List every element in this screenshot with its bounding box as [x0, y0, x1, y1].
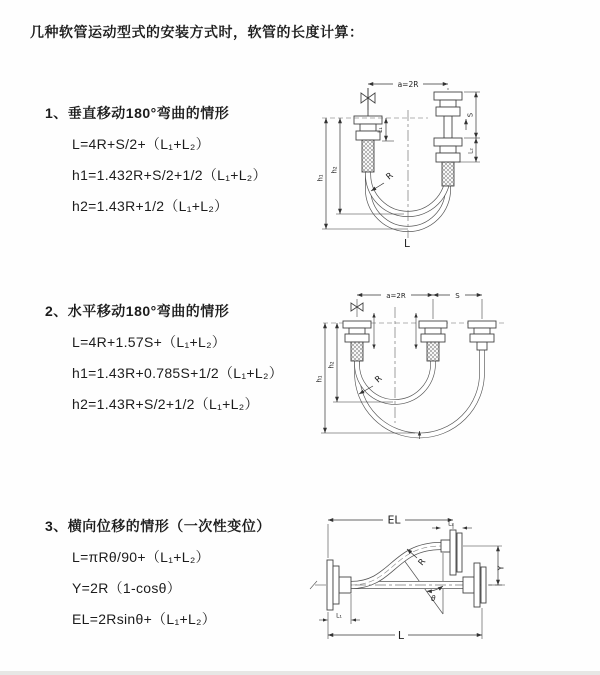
- section-2-heading: 2、水平移动180°弯曲的情形: [45, 303, 230, 319]
- formula-line: L=4R+S/2+（L₁+L₂）: [72, 136, 210, 152]
- hose-curves: [357, 350, 482, 436]
- dim-label-theta: θ: [431, 594, 436, 603]
- dim-label-l1: L₁: [336, 612, 342, 620]
- dim-label-r: R: [416, 556, 429, 568]
- section-horizontal-bend: [45, 301, 283, 414]
- section-3-heading: 3、横向位移的情形（一次性变位）: [45, 518, 271, 534]
- formula-line: h1=1.432R+S/2+1/2（L₁+L₂）: [72, 167, 267, 183]
- dim-label-r: R: [384, 170, 396, 183]
- dim-label-s: S: [466, 112, 475, 118]
- dim-label-h2: h₂: [327, 361, 336, 369]
- dim-label-h1: h₁: [315, 375, 324, 383]
- section-1-heading: 1、垂直移动180°弯曲的情形: [45, 105, 230, 121]
- left-flange-fitting: [354, 116, 382, 172]
- formula-line: h2=1.43R+S/2+1/2（L₁+L₂）: [72, 396, 259, 412]
- dim-l1: [319, 594, 360, 624]
- displaced-flange-fitting: [441, 530, 462, 575]
- diagram-lateral-displacement: [295, 498, 595, 663]
- formula-line: L=4R+1.57S+（L₁+L₂）: [72, 334, 227, 350]
- dim-label-l2: L₂: [448, 520, 454, 528]
- diagram-horizontal-180-bend: [295, 283, 595, 463]
- dim-label-h1: h₁: [316, 174, 325, 182]
- dim-label-a2r: a=2R: [386, 292, 406, 300]
- dim-label-l: L: [404, 238, 410, 250]
- dim-label-a2r: a=2R: [397, 80, 419, 89]
- middle-flange-fitting: [419, 321, 447, 361]
- formula-line: h2=1.43R+1/2（L₁+L₂）: [72, 198, 229, 214]
- dim-label-l1: L₁: [377, 127, 384, 133]
- section-lateral-offset: [45, 516, 271, 629]
- formula-line: h1=1.43R+0.785S+1/2（L₁+L₂）: [72, 365, 283, 381]
- dim-label-s: S: [455, 292, 460, 300]
- right-flange-fitting: [463, 563, 486, 607]
- formula-line: L=πRθ/90+（L₁+L₂）: [72, 549, 210, 565]
- hose-s-curve: [351, 546, 441, 585]
- left-flange-fitting: [327, 560, 351, 610]
- dim-label-el: EL: [387, 513, 401, 527]
- page-title: 几种软管运动型式的安装方式时，软管的长度计算：: [30, 24, 364, 40]
- section-vertical-bend: [45, 103, 267, 216]
- formula-line: Y=2R（1-cosθ）: [72, 580, 182, 596]
- diagram-vertical-180-bend: [300, 66, 590, 261]
- dim-label-l: L: [397, 629, 405, 642]
- dim-label-h2: h₂: [330, 166, 339, 174]
- left-flange-fitting: [343, 321, 371, 361]
- right-flange-fitting: [434, 92, 462, 186]
- dim-label-r: R: [373, 373, 385, 386]
- dim-label-l2: L₂: [467, 148, 475, 154]
- scan-edge: [0, 671, 600, 675]
- dim-label-y: Y: [496, 565, 506, 571]
- right-flange-fitting: [468, 321, 496, 350]
- formula-line: EL=2Rsinθ+（L₁+L₂）: [72, 611, 217, 627]
